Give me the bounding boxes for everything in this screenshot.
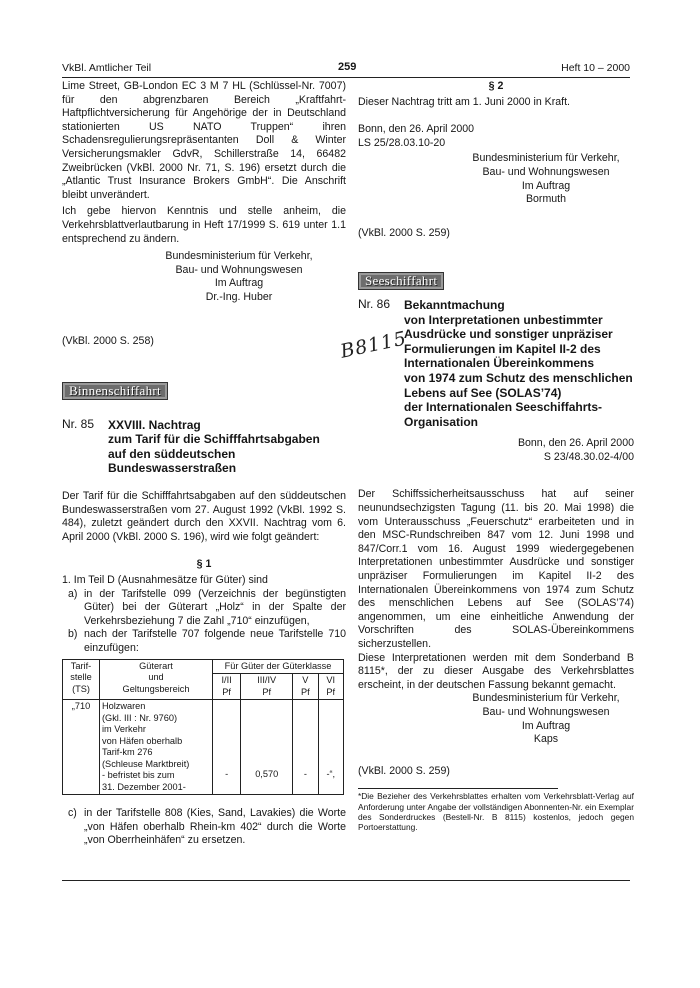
- cell-value: -“,: [318, 700, 343, 795]
- body-paragraph: Der Tarif für die Schifffahrtsabgaben auf den süddeutschen Bundeswasserstraßen vom 27. August 1992 (VkBl. 1992 S. 484), zuletzt geändert durch den XXVII. Nachtrag vom 6. April 2000 (VkBl. 2000 S. 196), wird wie folgt geändert:: [62, 490, 346, 543]
- class-header: VI Pf: [318, 674, 343, 700]
- sig-line: Bundesministerium für Verkehr,: [165, 250, 313, 263]
- class-header: III/IV Pf: [241, 674, 293, 700]
- tariff-table: [62, 659, 344, 796]
- issue-label: Heft 10 – 2000: [561, 62, 630, 74]
- title-line: Bekanntmachung: [404, 297, 505, 312]
- item-text: nach der Tarifstelle 707 folgende neue Tarifstelle 710 einzufügen:: [84, 628, 346, 654]
- item-text: in der Tarifstelle 099 (Verzeichnis der begünstigten Güter) bei der Güterart „Holz“ in der Spalte der Verkehrsbeziehung 7 die Zahl „710“ einzufügen,: [84, 587, 346, 627]
- item-letter: a): [68, 587, 78, 600]
- announcement-title: [404, 298, 634, 429]
- col-header-gueter: Güterart und Geltungsbereich: [100, 659, 213, 700]
- announcement-heading: [358, 298, 634, 429]
- effective-date: Dieser Nachtrag tritt am 1. Juni 2000 in Kraft.: [358, 95, 570, 108]
- table-row: [63, 700, 344, 795]
- sig-line: Bau- und Wohnungswesen: [175, 263, 303, 276]
- banner-label: Seeschiffahrt: [358, 272, 444, 290]
- bottom-rule: [62, 880, 630, 881]
- cell-value: 0,570: [241, 700, 293, 795]
- left-column: [62, 80, 346, 848]
- announcement-title: [108, 418, 320, 476]
- sig-line: Im Auftrag: [521, 719, 571, 732]
- journal-name: VkBl. Amtlicher Teil: [62, 62, 152, 74]
- announcement-number: Nr. 86: [358, 296, 391, 311]
- sig-line: Bau- und Wohnungswesen: [482, 705, 610, 718]
- cell-value: -: [293, 700, 318, 795]
- section-banner: [358, 272, 634, 290]
- place-date: Bonn, den 26. April 2000: [517, 437, 634, 450]
- sig-name: Kaps: [533, 733, 559, 746]
- col-header-group: Für Güter der Güterklasse: [213, 659, 344, 674]
- section-heading: § 1: [196, 558, 212, 571]
- section-banner: [62, 382, 346, 400]
- body-paragraph: Der Schiffssicherheitsausschuss hat auf seiner neunundsechzigsten Tagung (11. bis 20. Mai 1998) die vom Unterausschuss „Feuerschutz“ erarbeiteten und in den MSC-Rundschreiben 847 vom 12. Juni 1998 und 847/Corr.1 vom 16. August 1999 wiedergegebenen Interpretationen unbestimmter Ausdrücke und sonstiger unpräziser Formulierungen im Kapitel II-2 des Internationalen Übereinkommens von 1974 zum Schutz des menschlichen Lebens auf See (SOLAS’74) angenommen, um eine einheitliche Anwendung der Vorschriften des SOLAS-Übereinkommens sicherzustellen.: [358, 488, 634, 650]
- signature-block: [358, 152, 634, 206]
- banner-label: Binnenschiffahrt: [62, 382, 168, 400]
- section-heading: § 2: [488, 80, 504, 92]
- col-header-tarif: Tarif- stelle (TS): [63, 659, 100, 700]
- place-date-block: [358, 437, 634, 464]
- item-letter: b): [68, 628, 78, 641]
- list-item-a: [62, 588, 346, 629]
- list-item-1: 1. Im Teil D (Ausnahmesätze für Güter) sind: [62, 574, 268, 587]
- title-line: Internationalen Übereinkommens: [404, 356, 595, 371]
- class-header: I/II Pf: [213, 674, 241, 700]
- page-header: [62, 62, 630, 76]
- handwritten-annotation: B8115: [338, 327, 409, 363]
- signature-block: [358, 692, 634, 746]
- list-item-c: [62, 807, 346, 848]
- title-line: zum Tarif für die Schifffahrtsabgaben: [108, 432, 320, 447]
- sig-line: Bau- und Wohnungswesen: [482, 165, 610, 178]
- page-number: 259: [338, 61, 357, 73]
- citation: (VkBl. 2000 S. 258): [62, 334, 154, 347]
- place-date: Bonn, den 26. April 2000: [358, 123, 475, 136]
- notice-paragraph: Ich gebe hiervon Kenntnis und stelle anheim, die Verkehrsblattverlautbarung in Heft 17/1999 S. 619 unter 1.1 entsprechend zu ändern.: [62, 205, 346, 245]
- reference-number: S 23/48.30.02-4/00: [543, 450, 634, 463]
- title-line: Formulierungen im Kapitel II-2 des: [404, 341, 601, 356]
- class-header: V Pf: [293, 674, 318, 700]
- cell-value: -: [213, 700, 241, 795]
- item-letter: c): [68, 807, 77, 820]
- citation: (VkBl. 2000 S. 259): [358, 226, 450, 239]
- header-rule: [62, 77, 630, 78]
- body-paragraph: Diese Interpretationen werden mit dem Sonderband B 8115*, der zu dieser Ausgabe des Verkehrsblattes erscheint, in der deutschen Fassung bekannt gemacht.: [358, 651, 634, 691]
- title-line: der Internationalen Seeschiffahrts-: [404, 400, 603, 415]
- sig-line: Bundesministerium für Verkehr,: [472, 152, 620, 165]
- title-line: Ausdrücke und sonstiger unpräziser: [404, 327, 613, 342]
- sig-line: Bundesministerium für Verkehr,: [472, 692, 620, 705]
- sig-line: Im Auftrag: [214, 277, 264, 290]
- title-line: von 1974 zum Schutz des menschlichen Lebens auf See (SOLAS’74): [404, 370, 633, 400]
- title-line: XXVIII. Nachtrag: [108, 417, 201, 432]
- reference-number: LS 25/28.03.10-20: [358, 136, 446, 149]
- citation: (VkBl. 2000 S. 259): [358, 764, 450, 777]
- cell-gueter: Holzwaren (Gkl. III : Nr. 9760) im Verkehr von Häfen oberhalb Tarif-km 276 (Schleuse Marktbreit) - befristet bis zum 31. Dezember 2001-: [100, 700, 213, 795]
- title-line: auf den süddeutschen: [108, 446, 236, 461]
- signature-block: [62, 250, 346, 304]
- item-text: in der Tarifstelle 808 (Kies, Sand, Lavakies) die Worte „von Häfen oberhalb Rhein-km 402“ durch die Worte „von Oberrheinhäfen“ zu ersetzen.: [84, 807, 346, 847]
- announcement-heading: [62, 418, 346, 476]
- sig-name: Bormuth: [525, 193, 567, 206]
- footnote: *Die Bezieher des Verkehrsblattes erhalten vom Verkehrsblatt-Verlag auf Anforderung unter Angabe der vollständigen Abonnenten-Nr. ein Exemplar des Sonderdruckes (Bestell-Nr. B 8115) kostenlos, jedoch gegen Portoerstattung.: [358, 791, 634, 832]
- title-line: Organisation: [404, 414, 479, 429]
- sig-line: Im Auftrag: [521, 179, 571, 192]
- title-line: von Interpretationen unbestimmter: [404, 312, 603, 327]
- sig-name: Dr.-Ing. Huber: [205, 290, 273, 303]
- footnote-rule: [358, 788, 558, 789]
- title-line: Bundeswasserstraßen: [108, 461, 237, 476]
- right-column: [358, 80, 634, 841]
- announcement-number: Nr. 85: [62, 416, 95, 431]
- cell-ts: „710: [63, 700, 100, 795]
- list-item-b: [62, 628, 346, 655]
- intro-paragraph: Lime Street, GB-London EC 3 M 7 HL (Schlüssel-Nr. 7007) für den abgrenzbaren Bereich „Kraftfahrt-Haftpflichtversicherung für Angehörige der in Deutschland stationierten US NATO Truppen“ ihren Schadensregulierungsrepräsentanten Doll & Winter Versicherungsmakler GdvR, Schillerstraße 14, 66482 Zweibrücken (VkBl. 2000 Nr. 71, S. 196) ersetzt durch die „Atlantic Trust Insurance Brokers GmbH“. Die Anschrift bleibt unverändert.: [62, 80, 346, 201]
